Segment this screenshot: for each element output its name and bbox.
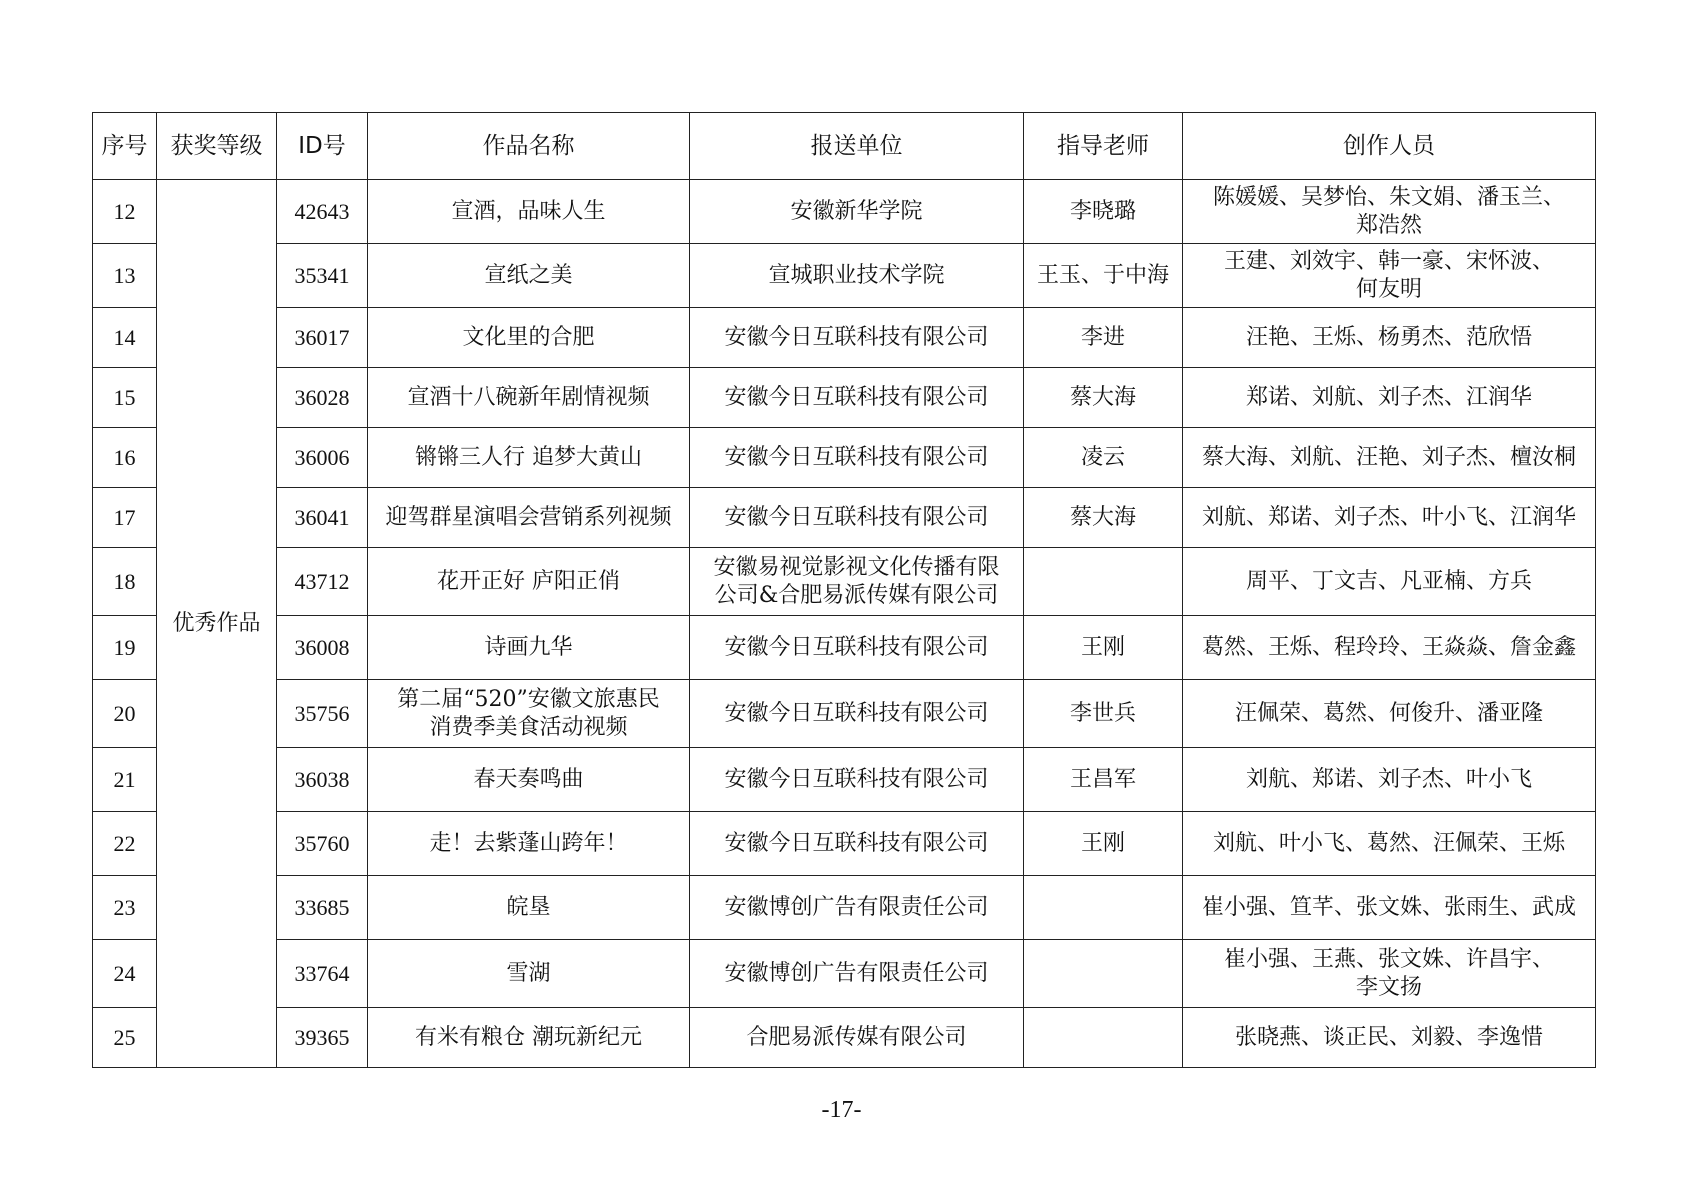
cell-work-title: 第二届“520”安徽文旅惠民 消费季美食活动视频 bbox=[368, 680, 690, 748]
cell-id: 43712 bbox=[277, 548, 368, 616]
table-row bbox=[93, 616, 1596, 680]
cell-serial: 23 bbox=[93, 876, 157, 940]
cell-submitting-unit: 安徽博创广告有限责任公司 bbox=[690, 940, 1024, 1008]
cell-serial: 14 bbox=[93, 308, 157, 368]
cell-creators: 周平、丁文吉、凡亚楠、方兵 bbox=[1183, 548, 1596, 616]
header-advisor: 指导老师 bbox=[1024, 113, 1183, 180]
cell-advisor: 王昌军 bbox=[1024, 748, 1183, 812]
cell-advisor bbox=[1024, 940, 1183, 1008]
cell-creators: 刘航、郑诺、刘子杰、叶小飞 bbox=[1183, 748, 1596, 812]
table-body bbox=[93, 180, 1596, 1068]
cell-submitting-unit: 安徽今日互联科技有限公司 bbox=[690, 428, 1024, 488]
table-row bbox=[93, 308, 1596, 368]
header-serial: 序号 bbox=[93, 113, 157, 180]
cell-creators: 刘航、郑诺、刘子杰、叶小飞、江润华 bbox=[1183, 488, 1596, 548]
cell-work-title: 宣酒十八碗新年剧情视频 bbox=[368, 368, 690, 428]
cell-creators: 葛然、王烁、程玲玲、王焱焱、詹金鑫 bbox=[1183, 616, 1596, 680]
cell-creators: 汪佩荣、葛然、何俊升、潘亚隆 bbox=[1183, 680, 1596, 748]
cell-advisor bbox=[1024, 876, 1183, 940]
cell-serial: 24 bbox=[93, 940, 157, 1008]
cell-work-title: 雪湖 bbox=[368, 940, 690, 1008]
cell-creators: 崔小强、王燕、张文姝、许昌宇、 李文扬 bbox=[1183, 940, 1596, 1008]
cell-advisor bbox=[1024, 1008, 1183, 1068]
cell-serial: 21 bbox=[93, 748, 157, 812]
cell-id: 33764 bbox=[277, 940, 368, 1008]
cell-creators: 张晓燕、谈正民、刘毅、李逸惜 bbox=[1183, 1008, 1596, 1068]
cell-work-title: 宣纸之美 bbox=[368, 244, 690, 308]
cell-work-title: 锵锵三人行 追梦大黄山 bbox=[368, 428, 690, 488]
header-work-title: 作品名称 bbox=[368, 113, 690, 180]
table-row bbox=[93, 748, 1596, 812]
cell-creators: 刘航、叶小飞、葛然、汪佩荣、王烁 bbox=[1183, 812, 1596, 876]
cell-work-title: 有米有粮仓 潮玩新纪元 bbox=[368, 1008, 690, 1068]
cell-serial: 18 bbox=[93, 548, 157, 616]
table-row bbox=[93, 680, 1596, 748]
page-number: -17- bbox=[821, 1097, 862, 1123]
table-row bbox=[93, 368, 1596, 428]
cell-advisor: 李进 bbox=[1024, 308, 1183, 368]
cell-submitting-unit: 安徽今日互联科技有限公司 bbox=[690, 680, 1024, 748]
table-header-row bbox=[93, 113, 1596, 180]
cell-serial: 13 bbox=[93, 244, 157, 308]
cell-advisor: 李世兵 bbox=[1024, 680, 1183, 748]
cell-creators: 崔小强、笪芊、张文姝、张雨生、武成 bbox=[1183, 876, 1596, 940]
cell-id: 33685 bbox=[277, 876, 368, 940]
cell-work-title: 诗画九华 bbox=[368, 616, 690, 680]
cell-work-title: 花开正好 庐阳正俏 bbox=[368, 548, 690, 616]
cell-advisor: 王玉、于中海 bbox=[1024, 244, 1183, 308]
cell-id: 36041 bbox=[277, 488, 368, 548]
table-row bbox=[93, 244, 1596, 308]
table-row bbox=[93, 812, 1596, 876]
cell-work-title: 走！去紫蓬山跨年！ bbox=[368, 812, 690, 876]
cell-id: 35756 bbox=[277, 680, 368, 748]
table-row bbox=[93, 488, 1596, 548]
cell-work-title: 皖垦 bbox=[368, 876, 690, 940]
cell-creators: 郑诺、刘航、刘子杰、江润华 bbox=[1183, 368, 1596, 428]
cell-id: 36017 bbox=[277, 308, 368, 368]
cell-serial: 12 bbox=[93, 180, 157, 244]
cell-advisor: 凌云 bbox=[1024, 428, 1183, 488]
cell-id: 36038 bbox=[277, 748, 368, 812]
cell-serial: 25 bbox=[93, 1008, 157, 1068]
header-award-level: 获奖等级 bbox=[157, 113, 277, 180]
cell-advisor: 王刚 bbox=[1024, 812, 1183, 876]
cell-creators: 王建、刘效宇、韩一豪、宋怀波、 何友明 bbox=[1183, 244, 1596, 308]
cell-id: 36006 bbox=[277, 428, 368, 488]
table-row bbox=[93, 940, 1596, 1008]
cell-id: 35760 bbox=[277, 812, 368, 876]
cell-serial: 20 bbox=[93, 680, 157, 748]
cell-creators: 蔡大海、刘航、汪艳、刘子杰、檀汝桐 bbox=[1183, 428, 1596, 488]
cell-advisor: 蔡大海 bbox=[1024, 368, 1183, 428]
cell-submitting-unit: 安徽今日互联科技有限公司 bbox=[690, 748, 1024, 812]
table-row bbox=[93, 876, 1596, 940]
cell-advisor: 蔡大海 bbox=[1024, 488, 1183, 548]
header-submitting-unit: 报送单位 bbox=[690, 113, 1024, 180]
cell-advisor bbox=[1024, 548, 1183, 616]
cell-advisor: 王刚 bbox=[1024, 616, 1183, 680]
cell-serial: 19 bbox=[93, 616, 157, 680]
cell-serial: 17 bbox=[93, 488, 157, 548]
cell-submitting-unit: 宣城职业技术学院 bbox=[690, 244, 1024, 308]
cell-submitting-unit: 合肥易派传媒有限公司 bbox=[690, 1008, 1024, 1068]
cell-submitting-unit: 安徽今日互联科技有限公司 bbox=[690, 812, 1024, 876]
cell-work-title: 文化里的合肥 bbox=[368, 308, 690, 368]
cell-creators: 陈媛媛、吴梦怡、朱文娟、潘玉兰、 郑浩然 bbox=[1183, 180, 1596, 244]
cell-id: 42643 bbox=[277, 180, 368, 244]
award-table bbox=[92, 112, 1596, 1068]
cell-work-title: 宣酒，品味人生 bbox=[368, 180, 690, 244]
header-id: ID号 bbox=[277, 113, 368, 180]
cell-award-level: 优秀作品 bbox=[157, 180, 277, 1068]
cell-submitting-unit: 安徽易视觉影视文化传播有限 公司&合肥易派传媒有限公司 bbox=[690, 548, 1024, 616]
table-row bbox=[93, 428, 1596, 488]
cell-submitting-unit: 安徽今日互联科技有限公司 bbox=[690, 308, 1024, 368]
cell-submitting-unit: 安徽今日互联科技有限公司 bbox=[690, 488, 1024, 548]
cell-id: 36008 bbox=[277, 616, 368, 680]
cell-advisor: 李晓璐 bbox=[1024, 180, 1183, 244]
cell-submitting-unit: 安徽博创广告有限责任公司 bbox=[690, 876, 1024, 940]
cell-work-title: 春天奏鸣曲 bbox=[368, 748, 690, 812]
table-row bbox=[93, 180, 1596, 244]
cell-work-title: 迎驾群星演唱会营销系列视频 bbox=[368, 488, 690, 548]
cell-submitting-unit: 安徽今日互联科技有限公司 bbox=[690, 368, 1024, 428]
cell-serial: 16 bbox=[93, 428, 157, 488]
cell-id: 39365 bbox=[277, 1008, 368, 1068]
table-row bbox=[93, 1008, 1596, 1068]
cell-creators: 汪艳、王烁、杨勇杰、范欣悟 bbox=[1183, 308, 1596, 368]
cell-id: 35341 bbox=[277, 244, 368, 308]
cell-serial: 22 bbox=[93, 812, 157, 876]
header-creators: 创作人员 bbox=[1183, 113, 1596, 180]
table-row bbox=[93, 548, 1596, 616]
cell-serial: 15 bbox=[93, 368, 157, 428]
cell-submitting-unit: 安徽今日互联科技有限公司 bbox=[690, 616, 1024, 680]
cell-submitting-unit: 安徽新华学院 bbox=[690, 180, 1024, 244]
cell-id: 36028 bbox=[277, 368, 368, 428]
